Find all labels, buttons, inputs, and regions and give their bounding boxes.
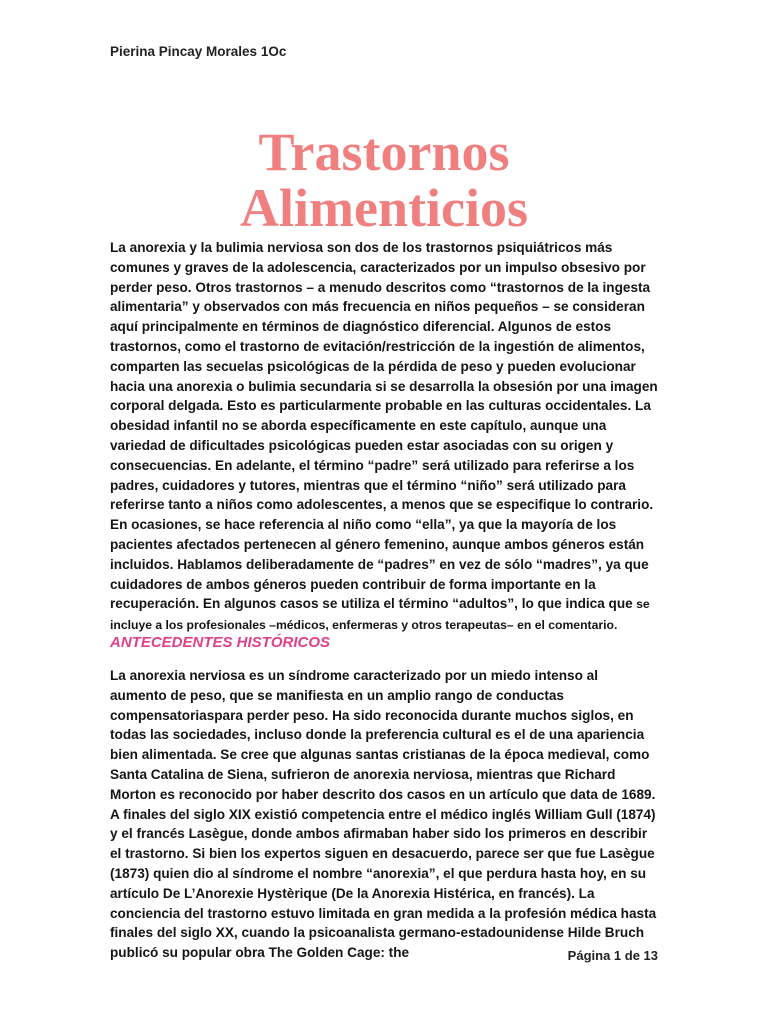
page-number: Página 1 de 13 <box>567 948 658 963</box>
intro-paragraph <box>110 238 658 636</box>
section-heading: ANTECEDENTES HISTÓRICOS <box>110 634 331 651</box>
author-header: Pierina Pincay Morales 1Oc <box>110 44 287 59</box>
history-paragraph: La anorexia nerviosa es un síndrome caracterizado por un miedo intenso al aumento de peso, que se manifiesta en un amplio rango de conductas compensatoriaspara perder peso. Ha sido reconocida durante muchos siglos, en todas las sociedades, incluso donde la preferencia cultural es el de una apariencia bien alimentada. Se cree que algunas santas cristianas de la época medieval, como Santa Catalina de Siena, sufrieron de anorexia nerviosa, mientras que Richard Morton es reconocido por haber descrito dos casos en un artículo que data de 1689. A finales del siglo XIX existió competencia entre el médico inglés William Gull (1874) y el francés Lasègue, donde ambos afirmaban haber sido los primeros en describir el trastorno. Si bien los expertos siguen en desacuerdo, parece ser que fue Lasègue (1873) quien dio al síndrome el nombre “anorexia”, el que perdura hasta hoy, en su artículo De L’Anorexie Hystèrique (De la Anorexia Histérica, en francés). La conciencia del trastorno estuvo limitada en gran medida a la profesión médica hasta finales del siglo XX, cuando la psicoanalista germano-estadounidense Hilde Bruch publicó su popular obra The Golden Cage: the <box>110 668 657 961</box>
document-title: Trastornos Alimenticios <box>240 122 528 239</box>
intro-paragraph-tail: se incluye a los profesionales –médicos, enfermeras y otros terapeutas– en el comentario. <box>110 597 650 633</box>
intro-paragraph-text: La anorexia y la bulimia nerviosa son dos de los trastornos psiquiátricos más comunes y graves de la adolescencia, caracterizados por un impulso obsesivo por perder peso. Otros trastornos – a menudo descritos como “trastornos de la ingesta alimentaria” y observados con más frecuencia en niños pequeños – se consideran aquí principalmente en términos de diagnóstico diferencial. Algunos de estos trastornos, como el trastorno de evitación/restricción de la ingestión de alimentos, comparten las secuelas psicológicas de la pérdida de peso y pueden evolucionar hacia una anorexia o bulimia secundaria si se desarrolla la obsesión por una imagen corporal delgada. Esto es particularmente probable en las culturas occidentales. La obesidad infantil no se aborda específicamente en este capítulo, aunque una variedad de dificultades psicológicas pueden estar asociadas con su origen y consecuencias. En adelante, el término “padre” será utilizado para referirse a los padres, cuidadores y tutores, mientras que el término “niño” será utilizado para referirse tanto a niños como adolescentes, a menos que se especifique lo contrario. En ocasiones, se hace referencia al niño como “ella”, ya que la mayoría de los pacientes afectados pertenecen al género femenino, aunque ambos géneros están incluidos. Hablamos deliberadamente de “padres” en vez de sólo “madres”, ya que cuidadores de ambos géneros pueden contribuir de forma importante en la recuperación. En algunos casos se utiliza el término “adultos”, lo que indica que <box>110 240 658 612</box>
